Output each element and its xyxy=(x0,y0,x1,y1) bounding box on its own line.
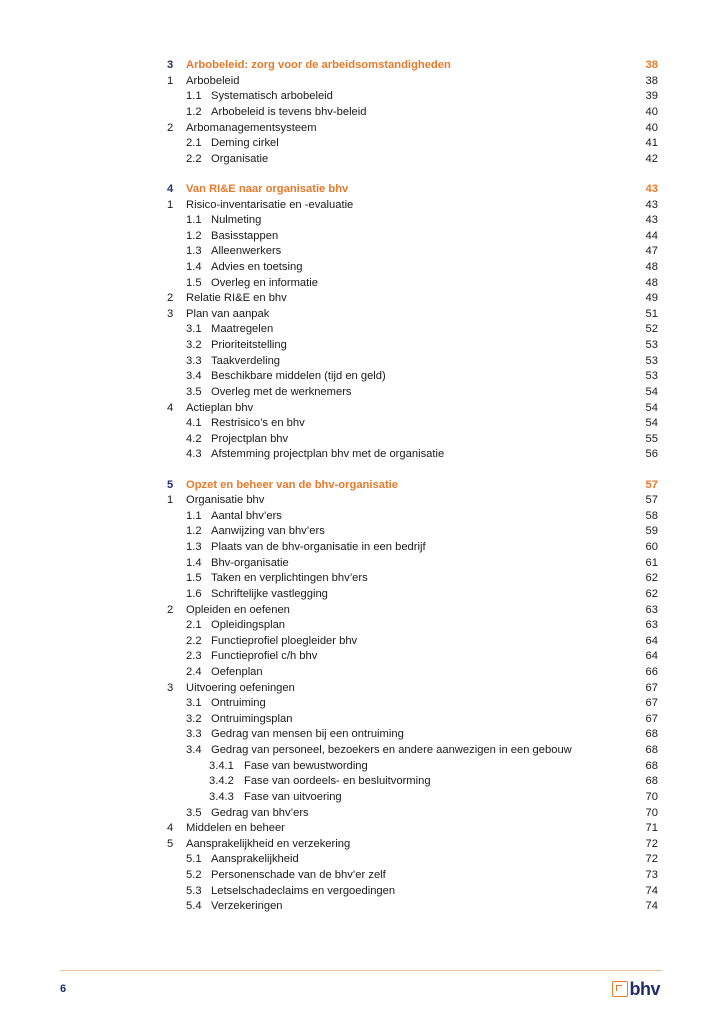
toc-entry-row[interactable] xyxy=(0,867,722,883)
toc-entry-row[interactable] xyxy=(0,648,722,664)
toc-entry-page: 47 xyxy=(645,245,658,258)
toc-entry-number: 3 xyxy=(167,307,174,320)
toc-entry-page: 52 xyxy=(645,323,658,336)
toc-entry-row[interactable] xyxy=(0,431,722,447)
toc-entry-row[interactable] xyxy=(0,228,722,244)
toc-entry-number: 2.3 xyxy=(186,650,202,663)
toc-entry-number: 5.1 xyxy=(186,853,202,866)
toc-entry-title: Deming cirkel xyxy=(211,137,279,150)
toc-entry-title: Verzekeringen xyxy=(211,900,283,913)
toc-entry-number: 1.1 xyxy=(186,214,202,227)
toc-entry-title: Schriftelijke vastlegging xyxy=(211,587,328,600)
toc-entry-number: 3 xyxy=(167,681,174,694)
toc-entry-number: 1.1 xyxy=(186,509,202,522)
toc-entry-number: 5 xyxy=(167,478,174,491)
toc-entry-page: 63 xyxy=(645,619,658,632)
toc-entry-title: Plaats van de bhv-organisatie in een bedrijf xyxy=(211,541,426,553)
toc-entry-number: 3.3 xyxy=(186,354,202,367)
toc-entry-page: 43 xyxy=(645,214,658,227)
toc-entry-row[interactable] xyxy=(0,742,722,758)
toc-entry-number: 4.1 xyxy=(186,417,202,430)
toc-entry-title: Opleiden en oefenen xyxy=(186,603,290,616)
toc-entry-page: 61 xyxy=(645,556,658,569)
toc-entry-row[interactable] xyxy=(0,259,722,275)
toc-entry-row[interactable] xyxy=(0,243,722,259)
toc-entry-number: 1.3 xyxy=(186,541,202,553)
toc-entry-title: Ontruiming xyxy=(211,697,266,710)
toc-entry-title: Organisatie xyxy=(211,152,269,165)
toc-entry-row[interactable] xyxy=(0,151,722,167)
toc-entry-row[interactable] xyxy=(0,275,722,291)
toc-entry-row[interactable] xyxy=(0,492,722,508)
toc-entry-page: 55 xyxy=(645,432,658,445)
toc-entry-row[interactable] xyxy=(0,368,722,384)
toc-entry-page: 43 xyxy=(645,182,658,195)
toc-chapter-row[interactable] xyxy=(0,181,722,197)
toc-entry-page: 48 xyxy=(645,260,658,273)
toc-entry-title: Arbobeleid xyxy=(186,74,240,87)
toc-entry-title: Risico-inventarisatie en -evaluatie xyxy=(186,198,354,211)
toc-entry-row[interactable] xyxy=(0,197,722,213)
toc-entry-title: Fase van oordeels- en besluitvorming xyxy=(244,775,431,788)
toc-entry-number: 3.5 xyxy=(186,806,202,819)
toc-entry-row[interactable] xyxy=(0,508,722,524)
toc-entry-row[interactable] xyxy=(0,680,722,696)
toc-entry-row[interactable] xyxy=(0,617,722,633)
toc-entry-title: Arbomanagementsysteem xyxy=(186,121,317,134)
toc-entry-row[interactable] xyxy=(0,851,722,867)
toc-entry-title: Bhv-organisatie xyxy=(211,556,289,569)
toc-entry-title: Van RI&E naar organisatie bhv xyxy=(186,182,349,195)
toc-entry-row[interactable] xyxy=(0,789,722,805)
toc-entry-row[interactable] xyxy=(0,120,722,136)
toc-entry-number: 1 xyxy=(167,74,174,87)
toc-entry-page: 64 xyxy=(645,634,658,647)
toc-entry-title: Uitvoering oefeningen xyxy=(186,681,295,694)
toc-entry-row[interactable] xyxy=(0,384,722,400)
toc-entry-number: 2.1 xyxy=(186,619,202,632)
toc-entry-title: Opzet en beheer van de bhv-organisatie xyxy=(186,478,398,491)
toc-entry-number: 1.4 xyxy=(186,260,202,273)
toc-entry-title: Gedrag van bhv’ers xyxy=(211,806,309,819)
toc-entry-number: 3.1 xyxy=(186,323,202,336)
toc-entry-number: 1.2 xyxy=(186,229,202,242)
toc-entry-title: Middelen en beheer xyxy=(186,822,285,835)
toc-entry-page: 60 xyxy=(645,541,658,553)
toc-entry-page: 57 xyxy=(645,494,658,507)
toc-entry-page: 63 xyxy=(645,603,658,616)
toc-entry-title: Prioriteitstelling xyxy=(211,339,287,351)
toc-entry-title: Aansprakelijkheid xyxy=(211,853,299,866)
toc-entry-number: 3.4 xyxy=(186,370,202,383)
toc-entry-number: 1.2 xyxy=(186,105,202,118)
page-number: 6 xyxy=(60,983,67,995)
toc-entry-row[interactable] xyxy=(0,695,722,711)
toc-entry-page: 57 xyxy=(645,478,658,491)
toc-entry-row[interactable] xyxy=(0,88,722,104)
toc-entry-row[interactable] xyxy=(0,898,722,914)
toc-entry-number: 3.4.3 xyxy=(209,790,234,803)
toc-entry-number: 3.4 xyxy=(186,744,202,756)
toc-entry-title: Aanwijzing van bhv’ers xyxy=(211,525,325,538)
toc-entry-row[interactable] xyxy=(0,321,722,337)
toc-entry-page: 39 xyxy=(645,90,658,103)
toc-entry-page: 62 xyxy=(645,572,658,585)
toc-entry-title: Organisatie bhv xyxy=(186,494,265,507)
toc-entry-page: 53 xyxy=(645,339,658,351)
toc-entry-number: 1.3 xyxy=(186,245,202,258)
toc-entry-page: 70 xyxy=(645,790,658,803)
toc-entry-title: Letselschadeclaims en vergoedingen xyxy=(211,884,396,897)
toc-entry-title: Personenschade van de bhv’er zelf xyxy=(211,869,386,881)
toc-entry-page: 67 xyxy=(645,697,658,710)
toc-entry-page: 53 xyxy=(645,370,658,383)
toc-entry-page: 51 xyxy=(645,307,658,320)
toc-entry-number: 5.4 xyxy=(186,900,202,913)
toc-entry-number: 2.2 xyxy=(186,634,202,647)
toc-entry-page: 72 xyxy=(645,853,658,866)
toc-entry-number: 3.4.2 xyxy=(209,775,234,788)
toc-entry-row[interactable] xyxy=(0,353,722,369)
toc-entry-number: 2.1 xyxy=(186,137,202,150)
toc-entry-number: 5.2 xyxy=(186,869,202,881)
toc-entry-page: 54 xyxy=(645,401,658,414)
toc-entry-number: 2.4 xyxy=(186,665,202,678)
toc-entry-title: Taken en verplichtingen bhv’ers xyxy=(211,572,368,585)
toc-entry-number: 4.2 xyxy=(186,432,202,445)
toc-entry-row[interactable] xyxy=(0,104,722,120)
toc-entry-row[interactable] xyxy=(0,212,722,228)
toc-entry-page: 43 xyxy=(645,198,658,211)
toc-entry-row[interactable] xyxy=(0,400,722,416)
toc-entry-number: 5 xyxy=(167,837,174,850)
toc-entry-number: 3.4.1 xyxy=(209,759,234,772)
toc-entry-page: 40 xyxy=(645,121,658,134)
toc-entry-row[interactable] xyxy=(0,337,722,353)
toc-entry-title: Restrisico’s en bhv xyxy=(211,417,305,430)
toc-entry-number: 1.6 xyxy=(186,587,202,600)
toc-entry-number: 1.5 xyxy=(186,276,202,289)
toc-entry-row[interactable] xyxy=(0,836,722,852)
toc-entry-row[interactable] xyxy=(0,711,722,727)
toc-entry-title: Functieprofiel ploegleider bhv xyxy=(211,634,358,647)
toc-entry-title: Taakverdeling xyxy=(211,354,281,367)
toc-entry-title: Fase van bewustwording xyxy=(244,759,368,772)
toc-entry-page: 42 xyxy=(645,152,658,165)
logo-text: bhv xyxy=(629,979,660,999)
toc-entry-page: 70 xyxy=(645,806,658,819)
toc-entry-title: Afstemming projectplan bhv met de organisatie xyxy=(211,448,445,461)
toc-entry-title: Projectplan bhv xyxy=(211,432,289,445)
toc-entry-page: 71 xyxy=(645,822,658,835)
toc-entry-number: 2 xyxy=(167,603,174,616)
toc-entry-row[interactable] xyxy=(0,820,722,836)
toc-entry-number: 4 xyxy=(167,182,174,195)
toc-entry-title: Functieprofiel c/h bhv xyxy=(211,650,318,663)
toc-entry-number: 4.3 xyxy=(186,448,202,461)
toc-entry-title: Aansprakelijkheid en verzekering xyxy=(186,837,351,850)
toc-entry-title: Beschikbare middelen (tijd en geld) xyxy=(211,370,386,383)
toc-entry-number: 2 xyxy=(167,121,174,134)
toc-entry-row[interactable] xyxy=(0,306,722,322)
toc-entry-page: 53 xyxy=(645,354,658,367)
toc-entry-row[interactable] xyxy=(0,446,722,462)
toc-entry-number: 3.3 xyxy=(186,728,202,741)
toc-entry-page: 44 xyxy=(645,229,658,242)
toc-entry-page: 73 xyxy=(645,869,658,881)
toc-entry-row[interactable] xyxy=(0,633,722,649)
toc-entry-title: Arbobeleid is tevens bhv-beleid xyxy=(211,105,367,118)
toc-entry-number: 2.2 xyxy=(186,152,202,165)
toc-entry-page: 66 xyxy=(645,665,658,678)
toc-entry-number: 5.3 xyxy=(186,884,202,897)
toc-entry-row[interactable] xyxy=(0,539,722,555)
toc-entry-number: 1.4 xyxy=(186,556,202,569)
toc-chapter-row[interactable] xyxy=(0,57,722,73)
toc-entry-title: Opleidingsplan xyxy=(211,619,286,632)
toc-entry-row[interactable] xyxy=(0,726,722,742)
toc-entry-page: 38 xyxy=(645,59,658,71)
toc-entry-page: 54 xyxy=(645,385,658,398)
toc-entry-row[interactable] xyxy=(0,805,722,821)
toc-entry-row[interactable] xyxy=(0,415,722,431)
toc-entry-page: 68 xyxy=(645,744,658,756)
toc-entry-number: 3.2 xyxy=(186,712,202,725)
toc-entry-row[interactable] xyxy=(0,570,722,586)
toc-entry-number: 1.5 xyxy=(186,572,202,585)
toc-entry-title: Gedrag van personeel, bezoekers en andere aanwezigen in een gebouw xyxy=(211,744,572,756)
toc-entry-title: Actieplan bhv xyxy=(186,401,254,414)
toc-entry-title: Basisstappen xyxy=(211,229,279,242)
toc-entry-page: 38 xyxy=(645,74,658,87)
toc-entry-row[interactable] xyxy=(0,773,722,789)
toc-entry-number: 1 xyxy=(167,494,174,507)
toc-entry-page: 54 xyxy=(645,417,658,430)
toc-entry-title: Systematisch arbobeleid xyxy=(211,90,333,103)
footer-divider xyxy=(60,970,662,971)
toc-entry-title: Overleg met de werknemers xyxy=(211,385,352,398)
toc-entry-title: Alleenwerkers xyxy=(211,245,282,258)
toc-entry-title: Plan van aanpak xyxy=(186,307,270,320)
toc-entry-page: 68 xyxy=(645,775,658,788)
toc-entry-row[interactable] xyxy=(0,883,722,899)
toc-entry-title: Nulmeting xyxy=(211,214,262,227)
toc-entry-number: 1 xyxy=(167,198,174,211)
toc-entry-number: 4 xyxy=(167,401,174,414)
toc-entry-title: Ontruimingsplan xyxy=(211,712,293,725)
toc-entry-row[interactable] xyxy=(0,523,722,539)
toc-entry-title: Gedrag van mensen bij een ontruiming xyxy=(211,728,404,741)
toc-entry-title: Aantal bhv’ers xyxy=(211,509,282,522)
toc-entry-page: 56 xyxy=(645,448,658,461)
toc-entry-page: 40 xyxy=(645,105,658,118)
toc-entry-number: 3.5 xyxy=(186,385,202,398)
toc-entry-title: Arbobeleid: zorg voor de arbeidsomstandigheden xyxy=(186,59,451,71)
toc-entry-title: Relatie RI&E en bhv xyxy=(186,292,287,305)
toc-entry-page: 41 xyxy=(645,137,658,150)
toc-entry-title: Advies en toetsing xyxy=(211,260,303,273)
toc-chapter-row[interactable] xyxy=(0,477,722,493)
toc-entry-title: Overleg en informatie xyxy=(211,276,318,289)
toc-entry-number: 3.2 xyxy=(186,339,202,351)
toc-entry-page: 48 xyxy=(645,276,658,289)
toc-entry-title: Maatregelen xyxy=(211,323,274,336)
toc-entry-page: 67 xyxy=(645,681,658,694)
logo-mark-icon xyxy=(612,981,628,997)
toc-entry-page: 68 xyxy=(645,759,658,772)
toc-entry-row[interactable] xyxy=(0,664,722,680)
toc-entry-number: 2 xyxy=(167,292,174,305)
toc-entry-page: 49 xyxy=(645,292,658,305)
toc-entry-page: 67 xyxy=(645,712,658,725)
toc-entry-row[interactable] xyxy=(0,586,722,602)
toc-entry-number: 3 xyxy=(167,59,174,71)
toc-entry-row[interactable] xyxy=(0,290,722,306)
toc-entry-row[interactable] xyxy=(0,602,722,618)
toc-entry-page: 64 xyxy=(645,650,658,663)
toc-entry-page: 68 xyxy=(645,728,658,741)
toc-entry-number: 4 xyxy=(167,822,174,835)
nibhv-logo xyxy=(612,978,660,998)
toc-entry-page: 62 xyxy=(645,587,658,600)
toc-entry-row[interactable] xyxy=(0,758,722,774)
toc-entry-title: Oefenplan xyxy=(211,665,263,678)
toc-entry-page: 74 xyxy=(645,900,658,913)
toc-entry-page: 72 xyxy=(645,837,658,850)
toc-entry-row[interactable] xyxy=(0,555,722,571)
toc-entry-row[interactable] xyxy=(0,135,722,151)
toc-entry-page: 74 xyxy=(645,884,658,897)
toc-entry-row[interactable] xyxy=(0,73,722,89)
toc-entry-number: 1.1 xyxy=(186,90,202,103)
toc-entry-number: 3.1 xyxy=(186,697,202,710)
toc-entry-page: 59 xyxy=(645,525,658,538)
toc-entry-number: 1.2 xyxy=(186,525,202,538)
toc-entry-title: Fase van uitvoering xyxy=(244,790,342,803)
toc-entry-page: 58 xyxy=(645,509,658,522)
